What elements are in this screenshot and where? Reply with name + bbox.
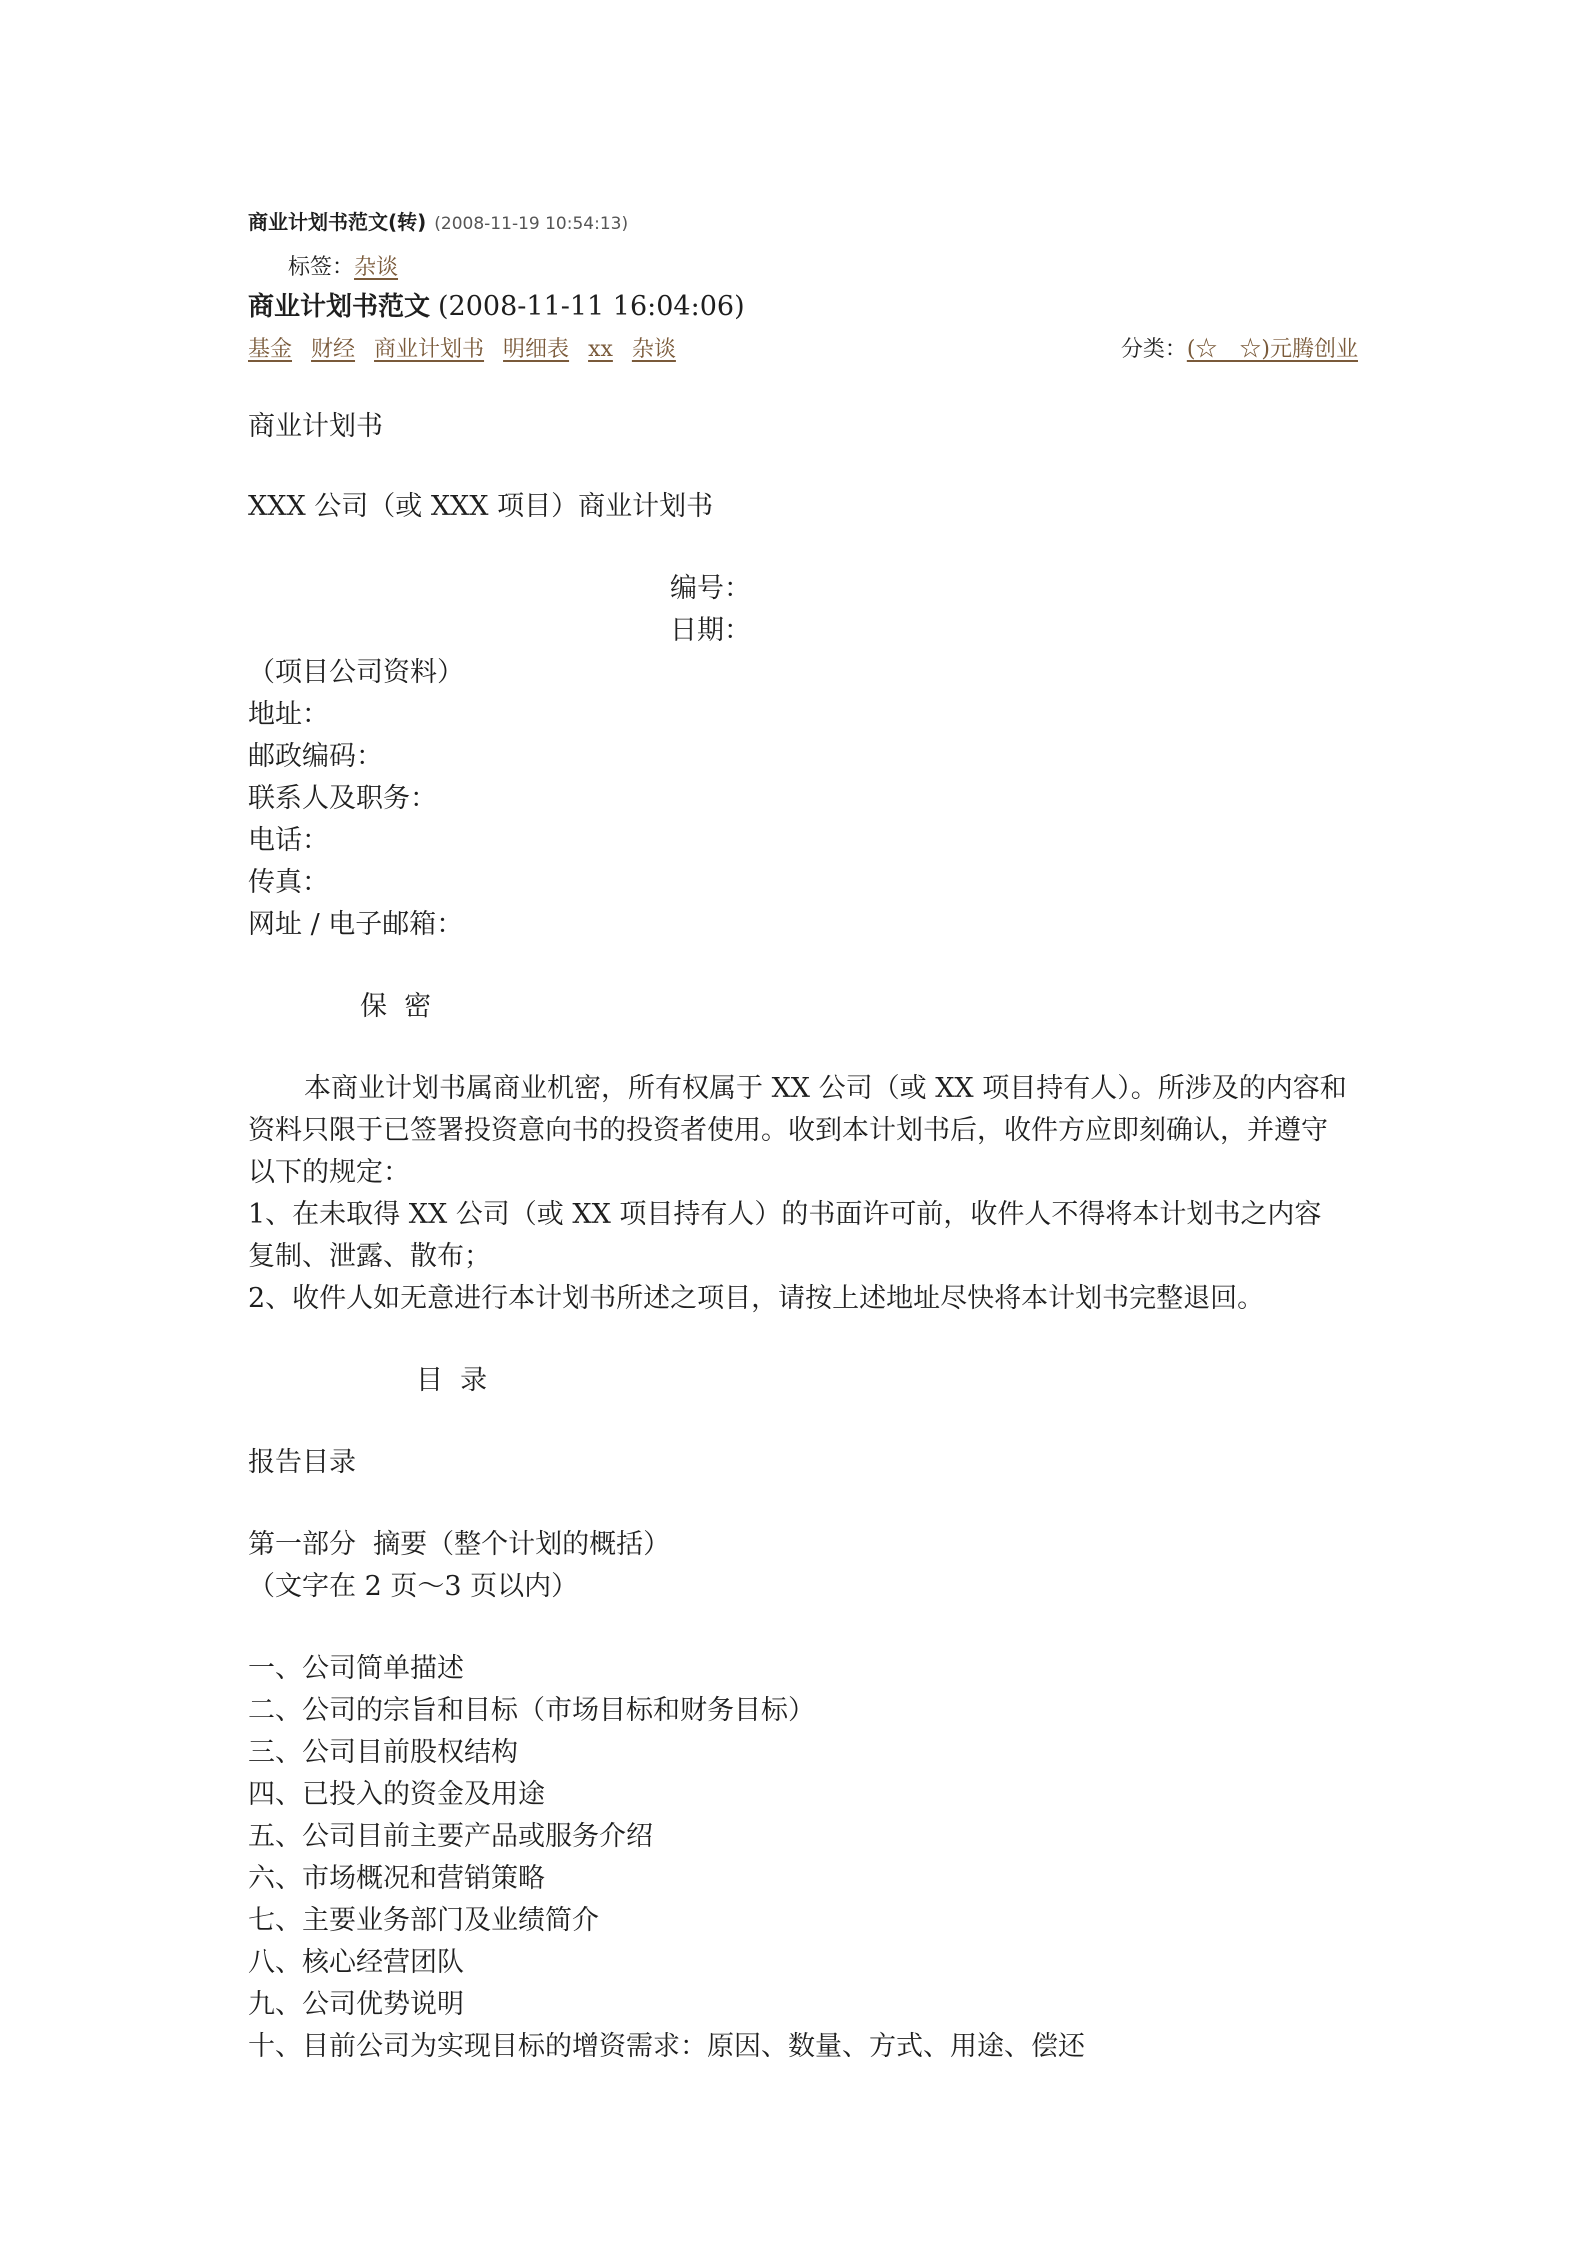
field-fax: 传真：	[248, 867, 329, 898]
toc-item: 二、公司的宗旨和目标（市场目标和财务目标）	[248, 1695, 815, 1726]
article-title-row	[248, 286, 745, 323]
company-plan-title: XXX 公司（或 XXX 项目）商业计划书	[248, 491, 714, 522]
article-category	[1121, 332, 1358, 363]
confidential-rule-2: 2、收件人如无意进行本计划书所述之项目，请按上述地址尽快将本计划书完整退回。	[248, 1283, 1265, 1314]
confidential-heading: 保 密	[360, 991, 432, 1022]
field-postcode: 邮政编码：	[248, 741, 383, 772]
document-page	[248, 0, 1358, 2252]
report-toc: 报告目录	[248, 1447, 356, 1478]
toc-heading: 目 录	[416, 1365, 488, 1396]
tag-link-detail-table[interactable]: 明细表	[503, 337, 570, 362]
post-title-row	[248, 206, 628, 235]
toc-item: 三、公司目前股权结构	[248, 1737, 518, 1768]
field-phone: 电话：	[248, 825, 329, 856]
post-title: 商业计划书范文(转)	[248, 210, 427, 234]
category-link[interactable]: (☆__☆)元腾创业	[1186, 337, 1358, 362]
confidential-rule-1-cont: 复制、泄露、散布；	[248, 1241, 491, 1272]
tag-link-business-plan[interactable]: 商业计划书	[374, 337, 485, 362]
doc-heading: 商业计划书	[248, 411, 383, 442]
article-title: 商业计划书范文	[248, 292, 431, 322]
confidential-line-1: 本商业计划书属商业机密，所有权属于 XX 公司（或 XX 项目持有人）。所涉及的内容和	[304, 1073, 1347, 1104]
tag-link[interactable]: 杂谈	[354, 255, 399, 280]
toc-item: 九、公司优势说明	[248, 1989, 464, 2020]
post-timestamp: (2008-11-19 10:54:13)	[434, 214, 629, 234]
date-label: 日期：	[670, 615, 751, 646]
post-tag-line	[288, 250, 398, 281]
part-one-note: （文字在 2 页～3 页以内）	[248, 1571, 579, 1602]
part-one-title: 第一部分 摘要（整个计划的概括）	[248, 1529, 671, 1560]
toc-item: 十、目前公司为实现目标的增资需求：原因、数量、方式、用途、偿还	[248, 2031, 1085, 2062]
toc-item: 五、公司目前主要产品或服务介绍	[248, 1821, 653, 1852]
company-info-title: （项目公司资料）	[248, 657, 464, 688]
toc-item: 六、市场概况和营销策略	[248, 1863, 545, 1894]
field-website-email: 网址 / 电子邮箱：	[248, 909, 464, 940]
article-timestamp: (2008-11-11 16:04:06)	[438, 291, 745, 322]
toc-item: 一、公司简单描述	[248, 1653, 464, 1684]
tag-link-misc[interactable]: 杂谈	[631, 337, 676, 362]
toc-item: 七、主要业务部门及业绩简介	[248, 1905, 599, 1936]
article-tags	[248, 332, 688, 363]
toc-item: 八、核心经营团队	[248, 1947, 464, 1978]
confidential-line-2: 资料只限于已签署投资意向书的投资者使用。收到本计划书后，收件方应即刻确认，并遵守	[248, 1115, 1328, 1146]
number-label: 编号：	[670, 573, 751, 604]
tag-link-xx[interactable]: xx	[588, 337, 613, 362]
confidential-rule-1: 1、在未取得 XX 公司（或 XX 项目持有人）的书面许可前，收件人不得将本计划书之内容	[248, 1199, 1322, 1230]
toc-item: 四、已投入的资金及用途	[248, 1779, 545, 1810]
tag-label: 标签：	[288, 255, 355, 280]
field-contact: 联系人及职务：	[248, 783, 437, 814]
field-address: 地址：	[248, 699, 329, 730]
category-label: 分类：	[1120, 337, 1187, 362]
tag-link-fund[interactable]: 基金	[248, 337, 293, 362]
confidential-line-3: 以下的规定：	[248, 1157, 410, 1188]
tag-link-finance[interactable]: 财经	[311, 337, 356, 362]
